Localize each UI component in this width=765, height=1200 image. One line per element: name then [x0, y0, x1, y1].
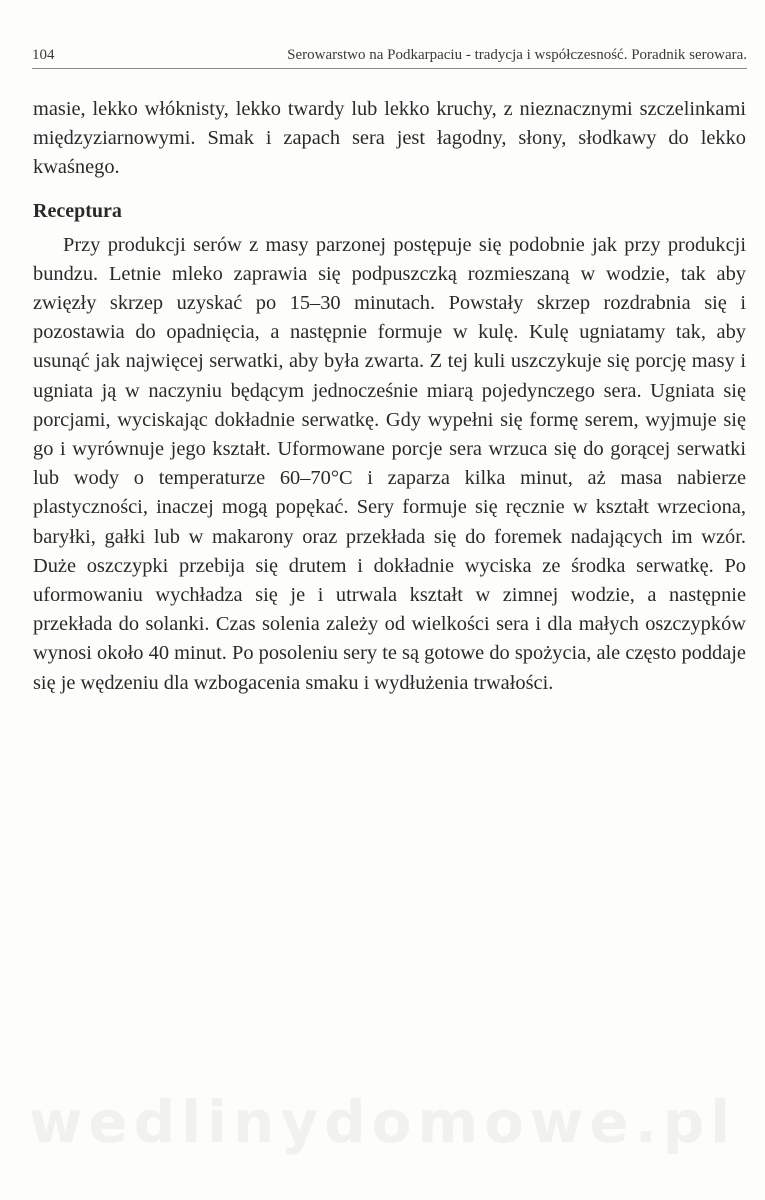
section-heading: Receptura [33, 199, 122, 222]
page-header [32, 42, 747, 69]
watermark: wedlinydomowe.pl [28, 1088, 737, 1156]
page-number: 104 [32, 47, 55, 63]
continuation-paragraph: masie, lekko włóknisty, lekko twardy lub lekko kruchy, z nieznacznymi szczelinkami międzyziarnowymi. Smak i zapach sera jest łagodny, słony, słodkawy do lekko kwaśnego. [33, 98, 746, 179]
running-title: Serowarstwo na Podkarpaciu - tradycja i współczesność. Poradnik serowara. [287, 47, 747, 63]
page-body [33, 95, 746, 698]
recipe-paragraph: Przy produkcji serów z masy parzonej postępuje się podobnie jak przy produkcji bundzu. Letnie mleko zaprawia się podpuszczką rozmieszaną w wodzie, tak aby zwięzły skrzep uzyskać po 15–30 minutach. Powstały skrzep rozdrabnia się i pozostawia do opadnięcia, a następnie formuje w kulę. Kulę ugniatamy tak, aby usunąć jak najwięcej serwatki, aby była zwarta. Z tej kuli uszczykuje się porcję masy i ugniata ją w naczyniu będącym jednocześnie miarą pojedynczego sera. Ugniata się porcjami, wyciskając dokładnie serwatkę. Gdy wypełni się formę serem, wyjmuje się go i wyrównuje jego kształt. Uformowane porcje sera wrzuca się do gorącej serwatki lub wody o temperaturze 60–70°C i zaparza kilka minut, aż masa nabierze plastyczności, inaczej mogą popękać. Sery formuje się ręcznie w kształt wrzeciona, baryłki, gałki lub w makarony oraz przekłada się do foremek nadających im wzór. Duże oszczypki przebija się drutem i dokładnie wyciska ze środka serwatkę. Po uformowaniu wychładza się je i utrwala kształt w zimnej wodzie, a następnie przekłada do solanki. Czas solenia zależy od wielkości sera i dla małych oszczypków wynosi około 40 minut. Po posoleniu sery te są gotowe do spożycia, ale często poddaje się je wędzeniu dla wzbogacenia smaku i wydłużenia trwałości. [33, 233, 746, 694]
